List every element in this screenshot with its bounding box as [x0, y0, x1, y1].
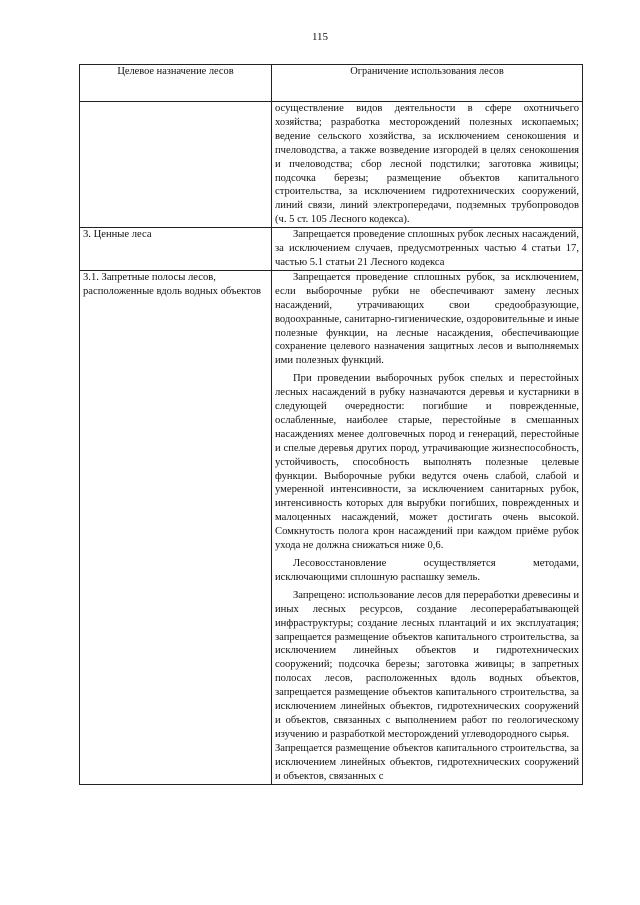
header-restrictions: Ограничение использования лесов	[272, 65, 583, 102]
row-restriction-cell	[272, 102, 583, 228]
restriction-paragraph: Запрещается размещение объектов капитального строительства, за исключением линейных объектов, гидротехнических сооружений и объектов, связанных с	[275, 742, 579, 782]
restrictions-table	[79, 64, 583, 785]
table-row	[80, 102, 583, 228]
restriction-paragraph: осуществление видов деятельности в сфере охотничьего хозяйства; разработка месторождений полезных ископаемых; ведение сельского хозяйства, за исключением сенокошения и пчеловодства, а также возведение изгородей в целях сенокошения и пчеловодства; сбор лесной подстилки; заготовка живицы; подсочка березы; размещение объектов капитального строительства, за исключением гидротехнических сооружений, линий связи, линий электропередачи, подземных трубопроводов (ч. 5 ст. 105 Лесного кодекса).	[275, 103, 579, 226]
row-purpose-cell: 3.1. Запретные полосы лесов, расположенные вдоль водных объектов	[80, 270, 272, 784]
restriction-paragraph: Запрещается проведение сплошных рубок, за исключением, если выборочные рубки не обеспечивают замену лесных насаждений, утрачивающих свои средообразующие, водоохранные, санитарно-гигиенические, оздоровительные и иные полезные функции, на лесные насаждения, обеспечивающие сохранение целевого назначения защитных лесов и выполняемых ими полезных функций.	[275, 271, 579, 367]
header-purpose: Целевое назначение лесов	[80, 65, 272, 102]
page-number: 115	[311, 31, 329, 43]
restriction-paragraph: Запрещено: использование лесов для переработки древесины и иных лесных ресурсов, создание лесоперерабатывающей инфраструктуры; создание лесных плантаций и их эксплуатация; запрещается размещение объектов капитального строительства, за исключением линейных объектов и гидротехнических сооружений; подсочка березы; заготовка живицы; в запретных полосах лесов, расположенных вдоль водных объектов, запрещается размещение объектов капитального строительства, за исключением линейных объектов, гидротехнических сооружений и объектов, связанных с выполнением работ по геологическому изучению и разработкой месторождений углеводородного сырья.	[275, 589, 579, 740]
row-restriction-cell	[272, 228, 583, 271]
row-purpose-cell: 3. Ценные леса	[80, 228, 272, 271]
restriction-paragraph: При проведении выборочных рубок спелых и перестойных лесных насаждений в рубку назначаются деревья и кустарники в следующей очередности: погибшие и поврежденные, ослабленные, наиболее старые, перестойные в смешанных насаждениях менее долговечных пород и генераций, перестойные и спелые деревья других пород, утрачивающие жизнеспособность, устойчивость, способность выполнять полезные целевые функции. Выборочные рубки ведутся очень слабой, слабой и умеренной интенсивности, за исключением санитарных рубок, интенсивность которых для вырубки погибших, поврежденных и малоценных насаждений, может достигать очень высокой. Сомкнутость полога крон насаждений при каждом приёме рубок ухода не должна снижаться ниже 0,6.	[275, 373, 579, 552]
table-header-row	[80, 65, 583, 102]
row-purpose-cell	[80, 102, 272, 228]
table-row	[80, 228, 583, 271]
row-restriction-cell	[272, 270, 583, 784]
restriction-paragraph: Лесовосстановление осуществляется методами, исключающими сплошную распашку земель.	[275, 558, 579, 583]
table-row	[80, 270, 583, 784]
restriction-paragraph: Запрещается проведение сплошных рубок лесных насаждений, за исключением случаев, предусмотренных частью 4 статьи 17, частью 5.1 статьи 21 Лесного кодекса	[275, 229, 579, 268]
